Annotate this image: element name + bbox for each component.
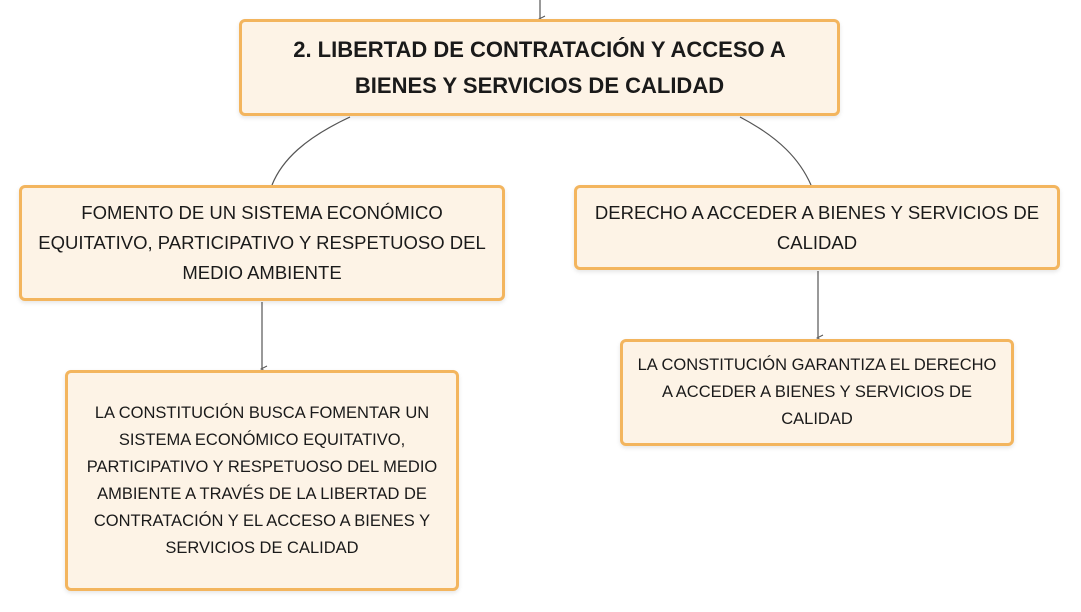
connector-root-left-branch (272, 117, 350, 185)
detail-node-fomento[interactable] (65, 370, 459, 591)
subtopic-node-fomento[interactable] (19, 185, 505, 301)
subtopic-node-derecho[interactable] (574, 185, 1060, 270)
root-topic-label: 2. LIBERTAD DE CONTRATACIÓN Y ACCESO A BIENES Y SERVICIOS DE CALIDAD (293, 36, 786, 98)
detail-label-derecho: LA CONSTITUCIÓN GARANTIZA EL DERECHO A ACCEDER A BIENES Y SERVICIOS DE CALIDAD (637, 356, 997, 428)
detail-label-fomento: LA CONSTITUCIÓN BUSCA FOMENTAR UN SISTEMA ECONÓMICO EQUITATIVO, PARTICIPATIVO Y RESPETUOSO DEL MEDIO AMBIENTE A TRAVÉS DE LA LIBERTAD DE CONTRATACIÓN Y EL ACCESO A BIENES Y SERVICIOS DE CALIDAD (86, 403, 438, 557)
subtopic-label-derecho: DERECHO A ACCEDER A BIENES Y SERVICIOS DE CALIDAD (594, 201, 1040, 253)
detail-node-derecho[interactable] (620, 339, 1014, 446)
root-topic-node[interactable] (239, 19, 840, 116)
connector-root-right-branch (740, 117, 811, 185)
subtopic-label-fomento: FOMENTO DE UN SISTEMA ECONÓMICO EQUITATIVO, PARTICIPATIVO Y RESPETUOSO DEL MEDIO AMBIENTE (38, 202, 486, 283)
